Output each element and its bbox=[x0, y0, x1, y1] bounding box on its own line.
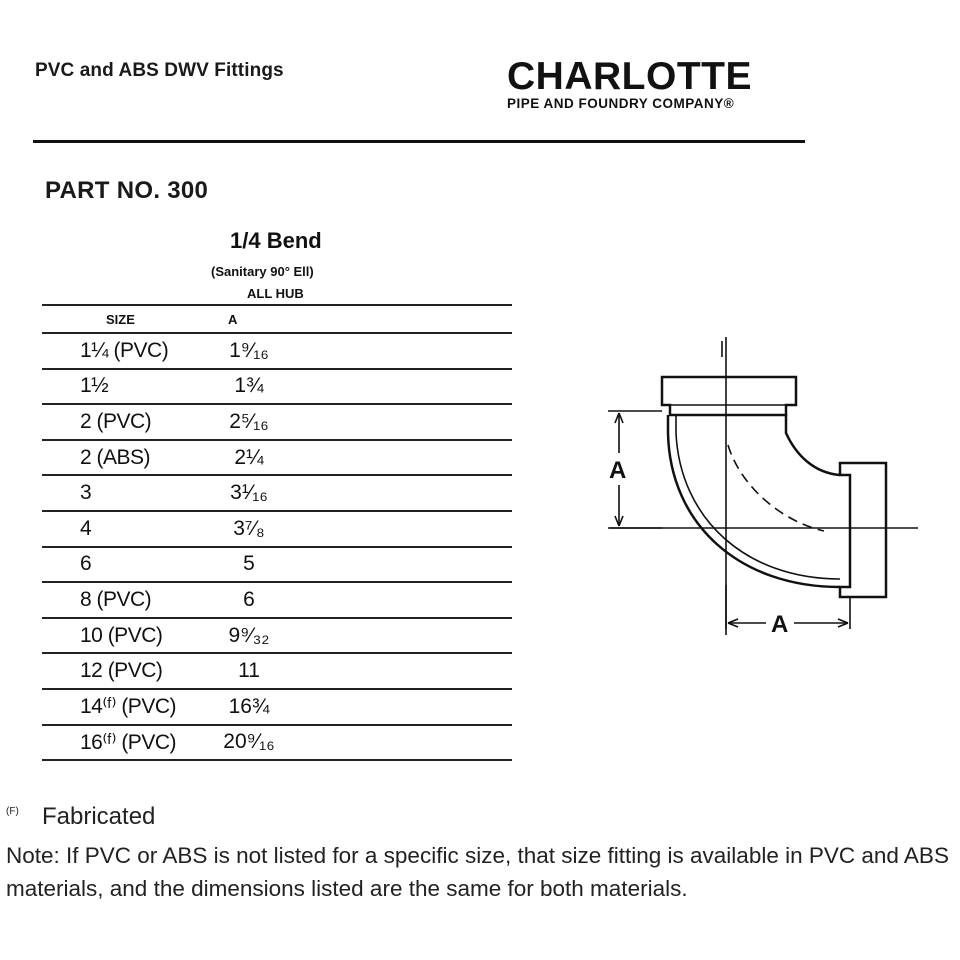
dimension-a-cell bbox=[220, 404, 512, 440]
part-number: PART NO. 300 bbox=[45, 177, 209, 204]
dimension-a-value: 2¼ bbox=[234, 445, 264, 469]
dimension-a-value: 1¾ bbox=[234, 374, 264, 398]
size-cell: 1½ bbox=[42, 369, 220, 405]
size-cell: 6 bbox=[42, 547, 220, 583]
brand-name: CHARLOTTE bbox=[507, 55, 752, 98]
size-cell: 4 bbox=[42, 511, 220, 547]
table-row bbox=[42, 582, 512, 618]
materials-note: Note: If PVC or ABS is not listed for a specific size, that size fitting is available in PVC and ABS materials, and the dimensions listed are the same for both materials. bbox=[6, 843, 949, 901]
footnote-text: Fabricated bbox=[42, 803, 156, 830]
dimension-a-cell bbox=[220, 725, 512, 761]
document-title: PVC and ABS DWV Fittings bbox=[35, 60, 284, 81]
dimensions-table bbox=[42, 304, 512, 761]
size-cell: 12 (PVC) bbox=[42, 653, 220, 689]
dimension-a-cell bbox=[220, 369, 512, 405]
fitting-subtitle: (Sanitary 90° Ell) bbox=[211, 264, 314, 279]
table-row bbox=[42, 689, 512, 725]
dimension-a-value: 9⁹⁄₃₂ bbox=[228, 623, 270, 647]
fitting-name: 1/4 Bend bbox=[230, 228, 322, 253]
column-header-a: A bbox=[220, 305, 512, 333]
top-hub bbox=[662, 377, 796, 415]
dimension-label-vertical: A bbox=[609, 457, 627, 484]
brand-logo bbox=[507, 55, 807, 111]
dimension-a-value: 5 bbox=[243, 552, 255, 576]
fitting-type: ALL HUB bbox=[247, 286, 304, 301]
table-row bbox=[42, 618, 512, 654]
flow-path bbox=[728, 445, 824, 531]
dimension-label-horizontal: A bbox=[771, 611, 789, 638]
dimension-a-cell bbox=[220, 582, 512, 618]
table-row bbox=[42, 725, 512, 761]
size-cell: 16⁽ᶠ⁾ (PVC) bbox=[42, 725, 220, 761]
dimension-a-cell bbox=[220, 653, 512, 689]
dimension-a-cell bbox=[220, 475, 512, 511]
dimension-a-cell bbox=[220, 333, 512, 369]
footnote-marker: (F) bbox=[6, 806, 19, 817]
table-row bbox=[42, 475, 512, 511]
dimension-a-cell bbox=[220, 511, 512, 547]
table-row bbox=[42, 333, 512, 369]
table-row bbox=[42, 653, 512, 689]
table-body bbox=[42, 333, 512, 760]
dimension-a-value: 3¹⁄₁₆ bbox=[230, 481, 268, 505]
table-row bbox=[42, 369, 512, 405]
bend-diagram bbox=[600, 335, 930, 645]
table-row bbox=[42, 440, 512, 476]
size-cell: 1¼ (PVC) bbox=[42, 333, 220, 369]
dimension-a-value: 1⁹⁄₁₆ bbox=[229, 338, 269, 362]
brand-subtitle: PIPE AND FOUNDRY COMPANY® bbox=[507, 96, 735, 111]
dimension-a-value: 6 bbox=[243, 587, 255, 611]
table-row bbox=[42, 404, 512, 440]
size-cell: 2 (PVC) bbox=[42, 404, 220, 440]
dimension-a-cell bbox=[220, 440, 512, 476]
body-inner-curve bbox=[786, 415, 840, 475]
right-hub bbox=[840, 463, 886, 597]
dimension-a-cell bbox=[220, 618, 512, 654]
dimension-a-cell bbox=[220, 547, 512, 583]
table-row bbox=[42, 547, 512, 583]
size-cell: 3 bbox=[42, 475, 220, 511]
dimension-a-value: 3⁷⁄₈ bbox=[233, 516, 265, 540]
size-cell: 2 (ABS) bbox=[42, 440, 220, 476]
size-cell: 14⁽ᶠ⁾ (PVC) bbox=[42, 689, 220, 725]
dimension-a-value: 2⁵⁄₁₆ bbox=[229, 409, 269, 433]
dimension-a-value: 20⁹⁄₁₆ bbox=[223, 730, 275, 754]
header-divider bbox=[33, 140, 805, 143]
table-row bbox=[42, 511, 512, 547]
dimension-a-cell bbox=[220, 689, 512, 725]
dimension-a-value: 16¾ bbox=[228, 694, 270, 718]
size-cell: 8 (PVC) bbox=[42, 582, 220, 618]
table-header-row bbox=[42, 305, 512, 333]
dimension-a-value: 11 bbox=[238, 659, 260, 683]
size-cell: 10 (PVC) bbox=[42, 618, 220, 654]
column-header-size: SIZE bbox=[42, 305, 220, 333]
